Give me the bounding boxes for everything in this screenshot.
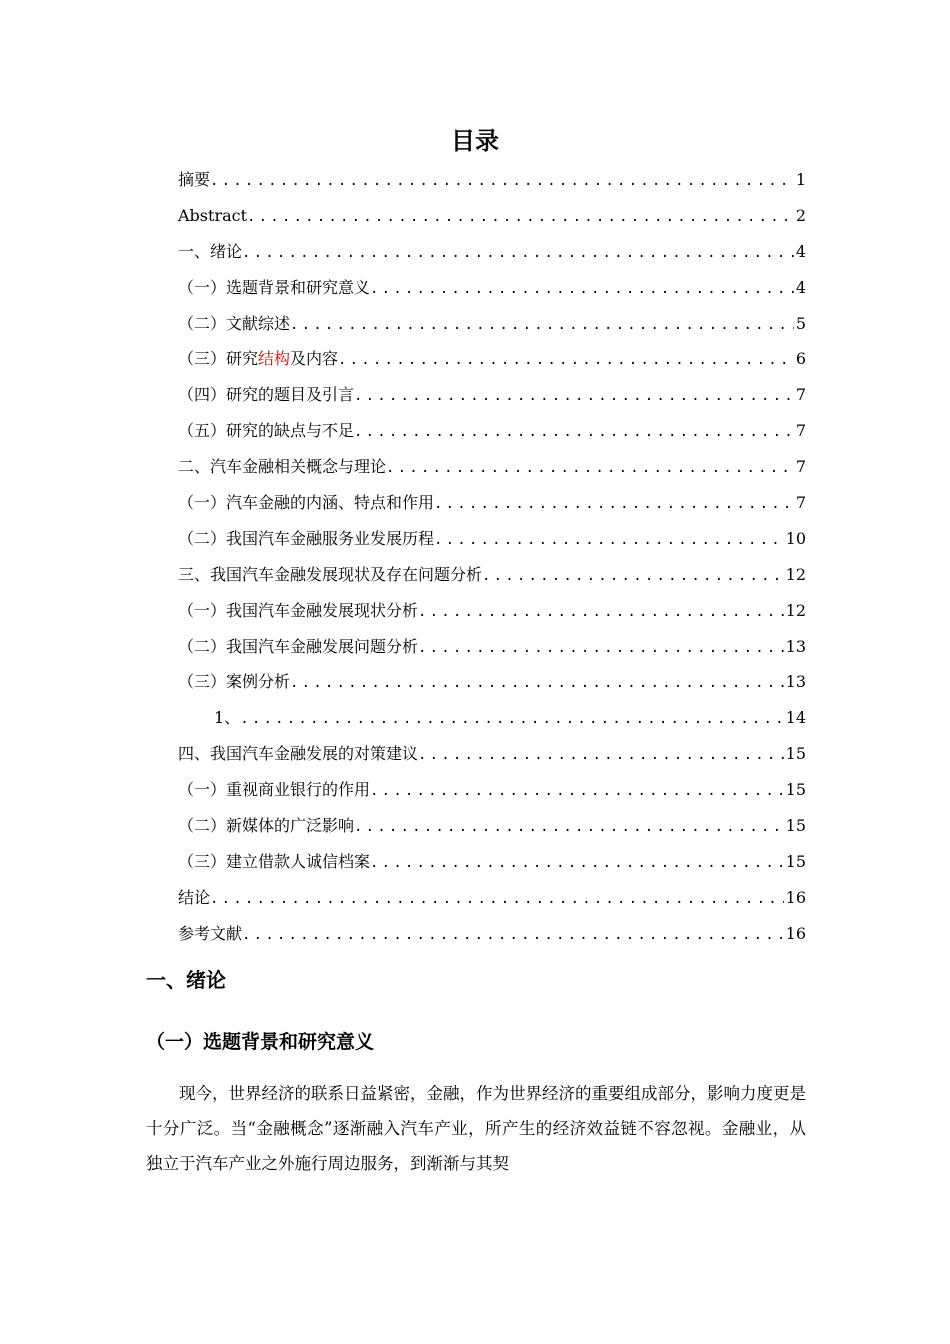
toc-leader-dots bbox=[354, 809, 784, 845]
toc-entry-abstract-en[interactable] bbox=[178, 198, 806, 234]
toc-entry-label: 四、我国汽车金融发展的对策建议 bbox=[178, 744, 419, 764]
toc-entry-2-2[interactable] bbox=[178, 521, 806, 557]
toc-label-part: 及内容 bbox=[290, 349, 339, 369]
toc-entry-label: 一、绪论 bbox=[178, 241, 243, 261]
table-of-contents bbox=[178, 162, 806, 952]
toc-page-number: 12 bbox=[785, 564, 806, 584]
toc-label-highlight: 结构 bbox=[258, 349, 291, 369]
toc-entry-label: 参考文献 bbox=[178, 923, 243, 943]
toc-entry-label bbox=[178, 341, 338, 377]
toc-leader-dots bbox=[434, 486, 794, 522]
toc-page-number: 1 bbox=[795, 170, 806, 189]
toc-entry-1-1[interactable] bbox=[178, 270, 806, 306]
toc-leader-dots bbox=[242, 917, 784, 953]
toc-page-number: 13 bbox=[785, 636, 806, 656]
toc-page-number: 16 bbox=[785, 923, 806, 943]
toc-entry-label: （二）我国汽车金融发展问题分析 bbox=[178, 636, 419, 656]
toc-entry-4-2[interactable] bbox=[178, 808, 806, 844]
toc-entry-label: （五）研究的缺点与不足 bbox=[178, 421, 355, 441]
toc-page-number: 16 bbox=[785, 887, 806, 907]
toc-leader-dots bbox=[418, 630, 784, 666]
toc-entry-label: （四）研究的题目及引言 bbox=[178, 385, 355, 405]
toc-page-number: 6 bbox=[795, 349, 806, 369]
toc-leader-dots bbox=[210, 163, 794, 199]
toc-entry-references[interactable] bbox=[178, 916, 806, 952]
toc-leader-dots bbox=[354, 414, 794, 450]
toc-leader-dots bbox=[290, 665, 784, 701]
toc-leader-dots bbox=[418, 737, 784, 773]
toc-leader-dots bbox=[290, 307, 794, 343]
toc-leader-dots bbox=[247, 199, 794, 235]
toc-page-number: 4 bbox=[795, 241, 806, 261]
toc-entry-3-1[interactable] bbox=[178, 593, 806, 629]
toc-entry-label: （三）案例分析 bbox=[178, 672, 291, 692]
toc-leader-dots bbox=[240, 701, 783, 737]
toc-page-number: 14 bbox=[785, 708, 806, 728]
toc-entry-label: （一）我国汽车金融发展现状分析 bbox=[178, 600, 419, 620]
toc-entry-1-5[interactable] bbox=[178, 413, 806, 449]
toc-entry-chapter-3[interactable] bbox=[178, 557, 806, 593]
toc-entry-label: （二）新媒体的广泛影响 bbox=[178, 816, 355, 836]
body-text bbox=[146, 1076, 806, 1181]
toc-entry-chapter-2[interactable] bbox=[178, 449, 806, 485]
toc-page-number: 15 bbox=[785, 744, 806, 764]
toc-page-number: 15 bbox=[785, 816, 806, 836]
toc-entry-3-3-1[interactable] bbox=[178, 700, 806, 736]
toc-entry-abstract-cn[interactable] bbox=[178, 162, 806, 198]
section-heading-1: 一、绪论 bbox=[146, 968, 226, 992]
toc-entry-conclusion[interactable] bbox=[178, 880, 806, 916]
toc-entry-label: （一）重视商业银行的作用 bbox=[178, 780, 371, 800]
toc-entry-label: 三、我国汽车金融发展现状及存在问题分析 bbox=[178, 564, 483, 584]
toc-leader-dots bbox=[338, 342, 794, 378]
toc-entry-label: （一）选题背景和研究意义 bbox=[178, 277, 371, 297]
toc-entry-4-3[interactable] bbox=[178, 844, 806, 880]
toc-entry-label: 摘要 bbox=[178, 170, 211, 189]
toc-page-number: 15 bbox=[785, 780, 806, 800]
toc-page-number: 15 bbox=[785, 851, 806, 871]
toc-entry-1-2[interactable] bbox=[178, 306, 806, 342]
toc-entry-1-4[interactable] bbox=[178, 377, 806, 413]
toc-entry-1-3[interactable] bbox=[178, 341, 806, 377]
toc-leader-dots bbox=[370, 845, 784, 881]
toc-leader-dots bbox=[434, 522, 784, 558]
toc-page-number: 13 bbox=[785, 672, 806, 692]
toc-page-number: 7 bbox=[795, 493, 806, 513]
toc-leader-dots bbox=[386, 450, 794, 486]
toc-leader-dots bbox=[354, 378, 794, 414]
section-heading-2: （一）选题背景和研究意义 bbox=[146, 1031, 375, 1053]
toc-entry-label: 1、 bbox=[214, 708, 241, 728]
toc-title: 目录 bbox=[451, 127, 499, 155]
toc-page-number: 4 bbox=[795, 277, 806, 297]
toc-entry-4-1[interactable] bbox=[178, 772, 806, 808]
toc-entry-chapter-1[interactable] bbox=[178, 234, 806, 270]
toc-leader-dots bbox=[482, 558, 784, 594]
toc-entry-2-1[interactable] bbox=[178, 485, 806, 521]
toc-entry-label: Abstract bbox=[178, 205, 248, 225]
toc-page-number: 7 bbox=[795, 421, 806, 441]
toc-entry-chapter-4[interactable] bbox=[178, 736, 806, 772]
toc-leader-dots bbox=[210, 881, 784, 917]
toc-leader-dots bbox=[370, 773, 784, 809]
toc-page-number: 5 bbox=[795, 313, 806, 333]
toc-leader-dots bbox=[418, 594, 784, 630]
toc-leader-dots bbox=[370, 271, 794, 307]
toc-entry-3-2[interactable] bbox=[178, 629, 806, 665]
toc-entry-label: （三）建立借款人诚信档案 bbox=[178, 851, 371, 871]
toc-page-number: 7 bbox=[795, 385, 806, 405]
toc-entry-label: 二、汽车金融相关概念与理论 bbox=[178, 457, 387, 477]
toc-entry-3-3[interactable] bbox=[178, 664, 806, 700]
body-paragraph: 现今，世界经济的联系日益紧密，金融，作为世界经济的重要组成部分，影响力度更是十分广泛。当“金融概念”逐渐融入汽车产业，所产生的经济效益链不容忽视。金融业，从独立于汽车产业之外施行周边服务，到渐渐与其契 bbox=[146, 1084, 806, 1173]
toc-label-part: （三）研究 bbox=[178, 349, 259, 369]
toc-page-number: 12 bbox=[785, 600, 806, 620]
toc-page-number: 7 bbox=[795, 457, 806, 477]
toc-entry-label: 结论 bbox=[178, 887, 211, 907]
toc-leader-dots bbox=[242, 235, 794, 271]
toc-page-number: 10 bbox=[785, 528, 806, 548]
toc-entry-label: （二）文献综述 bbox=[178, 313, 291, 333]
toc-page-number: 2 bbox=[795, 205, 806, 225]
toc-entry-label: （二）我国汽车金融服务业发展历程 bbox=[178, 528, 435, 548]
toc-entry-label: （一）汽车金融的内涵、特点和作用 bbox=[178, 493, 435, 513]
